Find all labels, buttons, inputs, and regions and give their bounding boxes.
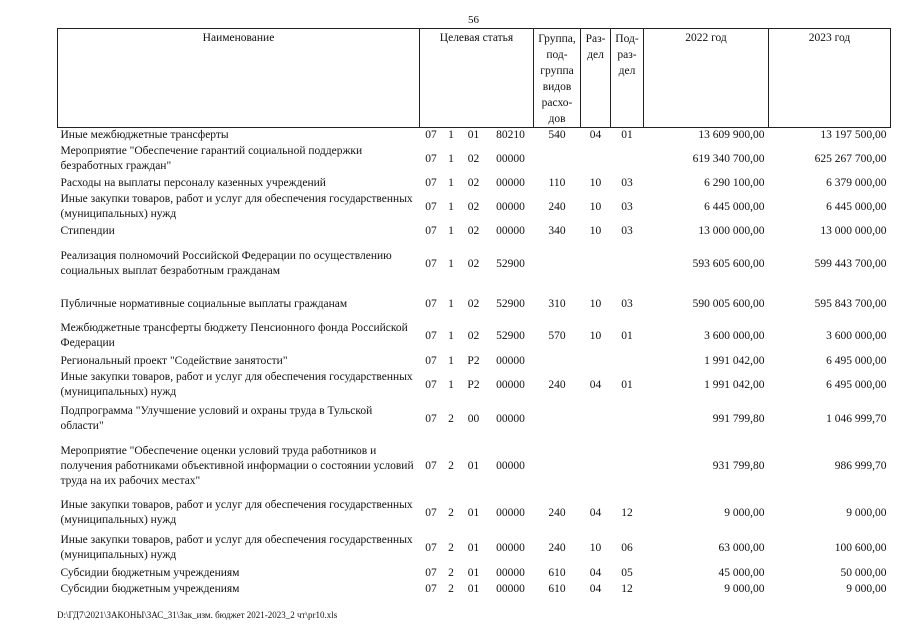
cell-v2023: 13 000 000,00: [820, 224, 887, 237]
cell-sub: 01: [621, 378, 633, 391]
cell-sub: 05: [621, 566, 633, 579]
cell-v2023: 3 600 000,00: [826, 329, 887, 342]
cell-v2023: 599 443 700,00: [814, 257, 887, 270]
cell-grp: 240: [548, 506, 566, 519]
cell-sec: [581, 353, 611, 369]
cell-v2022: 991 799,80: [712, 412, 765, 425]
cell-v2022: 593 605 600,00: [692, 257, 765, 270]
table-row: [58, 239, 891, 289]
cell-sec: 04: [589, 129, 602, 141]
header-subsection: Под- раз- дел: [611, 29, 644, 128]
cell-a: 07: [425, 354, 437, 367]
cell-v2022: 9 000,00: [724, 506, 765, 519]
cell-d: 00000: [496, 459, 525, 472]
cell-v2023: 6 379 000,00: [826, 176, 887, 189]
table-row: [58, 353, 891, 369]
table-row: [58, 401, 891, 437]
cell-b: 1: [448, 329, 454, 342]
cell-sec: [581, 143, 611, 175]
cell-grp: 610: [548, 566, 566, 579]
cell-b: 1: [448, 200, 454, 213]
cell-v2022: 6 290 100,00: [704, 176, 765, 189]
cell-v2023: 6 495 000,00: [826, 354, 887, 367]
file-path-footer: D:\ГД7\2021\ЗАКОНЫ\ЗАС_31\Зак_изм. бюджет 2021-2023_2 чт\pr10.xls: [57, 610, 338, 620]
cell-b: 1: [448, 257, 454, 270]
cell-grp: [534, 437, 581, 495]
cell-c: 02: [467, 224, 480, 237]
cell-sub: 01: [621, 329, 633, 342]
cell-grp: 610: [548, 582, 566, 595]
cell-sec: [581, 401, 611, 437]
cell-b: 2: [448, 459, 454, 472]
cell-v2023: 1 046 999,70: [826, 412, 887, 425]
table-row: [58, 531, 891, 565]
cell-sub: [611, 239, 644, 289]
cell-c: P2: [467, 378, 480, 391]
cell-d: 80210: [496, 129, 525, 141]
table-row: [58, 128, 891, 144]
cell-sub: 03: [621, 297, 633, 310]
cell-b: 2: [448, 412, 454, 425]
cell-v2022: 931 799,80: [712, 459, 765, 472]
table-row: [58, 495, 891, 531]
header-target: Целевая статья: [420, 29, 534, 128]
cell-a: 07: [425, 582, 437, 595]
cell-sec: 04: [589, 506, 602, 519]
cell-v2023: 9 000,00: [846, 506, 887, 519]
cell-c: 01: [467, 541, 480, 554]
cell-b: 2: [448, 582, 454, 595]
cell-grp: 240: [548, 378, 566, 391]
cell-grp: [534, 143, 581, 175]
cell-b: 1: [448, 354, 454, 367]
cell-sec: 10: [589, 224, 602, 237]
cell-name: Расходы на выплаты персоналу казенных учреждений: [60, 176, 326, 189]
cell-v2022: 1 991 042,00: [704, 378, 765, 391]
cell-sub: 12: [621, 582, 633, 595]
cell-c: 01: [467, 129, 480, 141]
cell-v2022: 590 005 600,00: [692, 297, 765, 310]
cell-sec: 04: [589, 566, 602, 579]
cell-name: Иные межбюджетные трансферты: [60, 129, 229, 141]
cell-sub: 03: [621, 224, 633, 237]
cell-name: Публичные нормативные социальные выплаты гражданам: [60, 297, 348, 310]
cell-a: 07: [425, 257, 437, 270]
cell-v2022: 3 600 000,00: [704, 329, 765, 342]
cell-c: 00: [467, 412, 480, 425]
cell-b: 1: [448, 152, 454, 165]
cell-a: 07: [425, 129, 437, 141]
cell-b: 2: [448, 506, 454, 519]
cell-v2022: 13 609 900,00: [698, 129, 765, 141]
table-body: [58, 128, 891, 598]
cell-a: 07: [425, 412, 437, 425]
header-name: Наименование: [58, 29, 420, 128]
cell-d: 52900: [496, 297, 525, 310]
cell-a: 07: [425, 200, 437, 213]
cell-a: 07: [425, 329, 437, 342]
cell-grp: 240: [548, 541, 566, 554]
cell-c: 02: [467, 200, 480, 213]
cell-v2023: 986 999,70: [834, 459, 887, 472]
cell-grp: [534, 353, 581, 369]
cell-d: 00000: [496, 224, 525, 237]
cell-v2023: 50 000,00: [840, 566, 887, 579]
cell-name: Подпрограмма "Улучшение условий и охраны труда в Тульской области": [60, 405, 373, 432]
header-2023: 2023 год: [769, 29, 891, 128]
table-header-row: [58, 29, 891, 128]
cell-name: Стипендии: [60, 224, 115, 237]
table-row: [58, 581, 891, 597]
cell-d: 00000: [496, 506, 525, 519]
cell-v2023: 9 000,00: [846, 582, 887, 595]
cell-d: 52900: [496, 329, 525, 342]
header-2022: 2022 год: [644, 29, 769, 128]
cell-a: 07: [425, 176, 437, 189]
cell-a: 07: [425, 297, 437, 310]
cell-b: 1: [448, 378, 454, 391]
cell-b: 2: [448, 566, 454, 579]
cell-sec: 04: [589, 378, 602, 391]
cell-v2023: 100 600,00: [834, 541, 887, 554]
cell-grp: 240: [548, 200, 566, 213]
cell-b: 1: [448, 297, 454, 310]
cell-a: 07: [425, 224, 437, 237]
table-row: [58, 175, 891, 191]
cell-a: 07: [425, 506, 437, 519]
cell-name: Региональный проект "Содействие занятости": [60, 354, 288, 367]
cell-d: 00000: [496, 412, 525, 425]
cell-d: 52900: [496, 257, 525, 270]
table-row: [58, 369, 891, 401]
cell-v2022: 13 000 000,00: [698, 224, 765, 237]
cell-sub: [611, 437, 644, 495]
cell-sub: 03: [621, 176, 633, 189]
cell-sub: 12: [621, 506, 633, 519]
cell-c: 02: [467, 257, 480, 270]
cell-c: 02: [467, 297, 480, 310]
cell-c: 01: [467, 459, 480, 472]
cell-c: 01: [467, 582, 480, 595]
cell-v2022: 619 340 700,00: [692, 152, 765, 165]
header-section: Раз- дел: [581, 29, 611, 128]
cell-v2022: 9 000,00: [724, 582, 765, 595]
cell-b: 1: [448, 224, 454, 237]
cell-sec: 10: [589, 541, 602, 554]
cell-v2022: 6 445 000,00: [704, 200, 765, 213]
cell-sec: 10: [589, 200, 602, 213]
cell-sec: [581, 437, 611, 495]
cell-c: 02: [467, 152, 480, 165]
page-number: 56: [468, 14, 479, 26]
cell-d: 00000: [496, 541, 525, 554]
cell-c: 01: [467, 566, 480, 579]
cell-name: Реализация полномочий Российской Федерации по осуществлению социальных выплат безработным гражданам: [60, 250, 392, 277]
cell-sec: 10: [589, 329, 602, 342]
budget-table: [57, 28, 891, 597]
cell-d: 00000: [496, 176, 525, 189]
cell-v2022: 63 000,00: [718, 541, 765, 554]
cell-sub: 06: [621, 541, 633, 554]
cell-name: Мероприятие "Обеспечение гарантий социальной поддержки безработных граждан": [60, 145, 363, 172]
cell-v2023: 595 843 700,00: [814, 297, 887, 310]
table-row: [58, 437, 891, 495]
cell-c: 01: [467, 506, 480, 519]
table-row: [58, 143, 891, 175]
cell-name: Субсидии бюджетным учреждениям: [60, 582, 240, 595]
cell-a: 07: [425, 541, 437, 554]
cell-sec: 10: [589, 176, 602, 189]
cell-sub: [611, 401, 644, 437]
table-row: [58, 223, 891, 239]
cell-v2023: 6 495 000,00: [826, 378, 887, 391]
cell-sub: [611, 353, 644, 369]
header-group: Группа, под- группа видов расхо- дов: [534, 29, 581, 128]
cell-name: Иные закупки товаров, работ и услуг для обеспечения государственных (муниципальных) нужд: [60, 534, 413, 561]
table-row: [58, 289, 891, 319]
cell-c: 02: [467, 329, 480, 342]
cell-d: 00000: [496, 582, 525, 595]
cell-d: 00000: [496, 200, 525, 213]
cell-name: Мероприятие "Обеспечение оценки условий труда работников и получения работниками объективной информации о состоянии условий труда на их рабочих местах": [60, 444, 414, 487]
cell-v2023: 6 445 000,00: [826, 200, 887, 213]
cell-sub: 01: [621, 129, 633, 141]
cell-d: 00000: [496, 566, 525, 579]
cell-v2023: 625 267 700,00: [814, 152, 887, 165]
cell-name: Межбюджетные трансферты бюджету Пенсионного фонда Российской Федерации: [60, 322, 408, 349]
cell-v2023: 13 197 500,00: [820, 129, 887, 141]
cell-grp: [534, 239, 581, 289]
cell-sub: 03: [621, 200, 633, 213]
cell-b: 1: [448, 129, 454, 141]
cell-grp: 540: [548, 129, 566, 141]
cell-a: 07: [425, 378, 437, 391]
cell-a: 07: [425, 152, 437, 165]
cell-grp: [534, 401, 581, 437]
cell-v2022: 45 000,00: [718, 566, 765, 579]
cell-v2022: 1 991 042,00: [704, 354, 765, 367]
cell-d: 00000: [496, 354, 525, 367]
cell-a: 07: [425, 566, 437, 579]
table-row: [58, 191, 891, 223]
cell-d: 00000: [496, 152, 525, 165]
cell-b: 2: [448, 541, 454, 554]
table-row: [58, 565, 891, 581]
cell-a: 07: [425, 459, 437, 472]
cell-c: 02: [467, 176, 480, 189]
cell-name: Иные закупки товаров, работ и услуг для обеспечения государственных (муниципальных) нужд: [60, 193, 413, 220]
cell-grp: 310: [548, 297, 566, 310]
cell-name: Иные закупки товаров, работ и услуг для обеспечения государственных (муниципальных) нужд: [60, 371, 413, 398]
table-row: [58, 319, 891, 353]
cell-sec: [581, 239, 611, 289]
cell-sec: 04: [589, 582, 602, 595]
cell-name: Субсидии бюджетным учреждениям: [60, 566, 240, 579]
cell-c: P2: [467, 354, 480, 367]
cell-grp: 570: [548, 329, 566, 342]
cell-sub: [611, 143, 644, 175]
cell-sec: 10: [589, 297, 602, 310]
cell-d: 00000: [496, 378, 525, 391]
cell-name: Иные закупки товаров, работ и услуг для обеспечения государственных (муниципальных) нужд: [60, 499, 413, 526]
cell-grp: 110: [548, 176, 566, 189]
cell-grp: 340: [548, 224, 566, 237]
cell-b: 1: [448, 176, 454, 189]
